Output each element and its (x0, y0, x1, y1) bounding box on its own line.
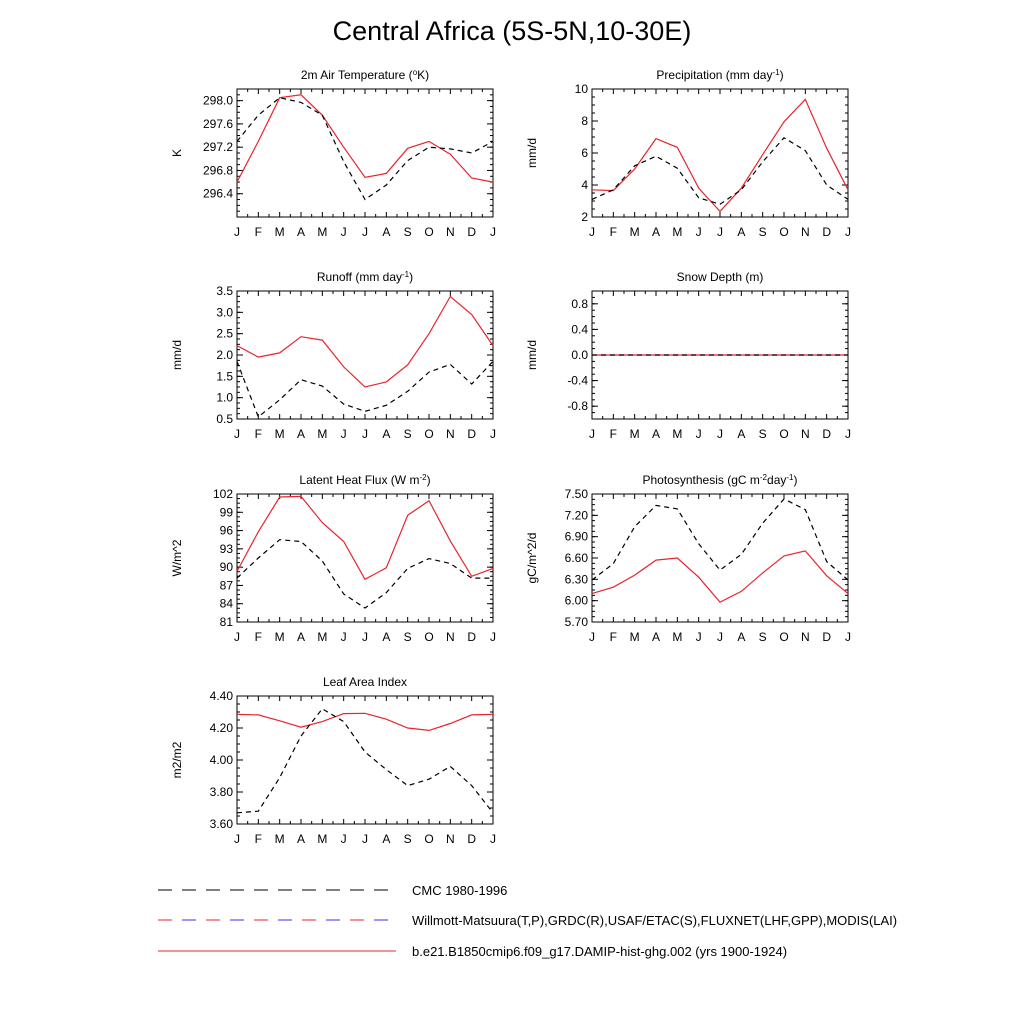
chart-panel-7 (170, 675, 496, 846)
x-tick-label: J (845, 427, 851, 441)
x-tick-label: D (822, 427, 832, 441)
x-tick-label: O (424, 630, 434, 644)
y-tick-label: 6.90 (564, 529, 588, 544)
y-tick-label: 1.0 (216, 390, 233, 405)
legend-cmc-label: CMC 1980-1996 (412, 883, 508, 898)
x-tick-label: J (234, 225, 240, 239)
x-tick-label: M (317, 427, 328, 441)
y-tick-label: 4.40 (209, 689, 233, 703)
y-tick-label: 2.0 (216, 348, 233, 362)
series-line-model (237, 297, 493, 388)
x-tick-label: J (717, 427, 723, 441)
x-tick-label: S (403, 225, 412, 239)
plot-frame (592, 494, 848, 622)
y-axis-label: mm/d (525, 138, 539, 168)
y-axis-label: gC/m^2/d (525, 532, 539, 584)
panel-title: Latent Heat Flux (W $m^{-2}$) (299, 472, 431, 487)
x-tick-label: S (758, 630, 767, 644)
x-tick-label: J (362, 225, 368, 239)
x-tick-label: A (737, 630, 746, 644)
x-tick-label: J (490, 427, 496, 441)
main-title: Central Africa (5S-5N,10-30E) (332, 16, 692, 46)
plot-frame (237, 89, 493, 217)
x-tick-label: F (254, 225, 263, 239)
x-tick-label: J (490, 832, 496, 846)
x-tick-label: J (362, 427, 368, 441)
x-tick-label: M (672, 427, 683, 441)
y-tick-label: 0.0 (571, 348, 588, 362)
x-tick-label: S (758, 427, 767, 441)
y-tick-label: 0.4 (571, 322, 588, 337)
x-tick-label: O (424, 832, 434, 846)
series-line-cmc (592, 138, 848, 204)
y-tick-label: 6.00 (564, 593, 588, 608)
x-tick-label: J (362, 832, 368, 846)
x-tick-label: J (340, 630, 347, 644)
x-tick-label: J (717, 630, 723, 644)
y-tick-label: 297.6 (202, 116, 233, 131)
x-tick-label: D (822, 630, 832, 644)
x-tick-label: A (382, 832, 391, 846)
x-tick-label: M (629, 427, 640, 441)
x-tick-label: N (445, 832, 455, 846)
x-tick-label: A (651, 427, 661, 441)
x-tick-label: F (254, 832, 263, 846)
chart-panel-2 (525, 68, 851, 240)
y-tick-label: 3.60 (209, 817, 233, 831)
x-tick-label: D (467, 427, 477, 441)
y-tick-label: 3.80 (209, 785, 233, 799)
y-tick-label: 7.50 (564, 487, 588, 501)
x-tick-label: J (589, 225, 595, 239)
x-tick-label: J (695, 225, 702, 239)
x-tick-label: A (651, 225, 661, 239)
x-tick-label: M (672, 225, 683, 239)
series-line-model (237, 713, 493, 730)
x-tick-label: M (274, 225, 285, 239)
y-tick-label: 2.5 (216, 326, 233, 341)
y-tick-label: 1.5 (216, 369, 233, 384)
x-tick-label: N (445, 427, 455, 441)
series-line-cmc (592, 499, 848, 580)
x-tick-label: D (822, 225, 832, 239)
y-tick-label: 2 (581, 210, 588, 224)
x-tick-label: D (467, 832, 477, 846)
y-tick-label: 0.8 (571, 296, 588, 311)
x-tick-label: A (737, 225, 746, 239)
x-tick-label: N (800, 630, 810, 644)
series-line-cmc (237, 540, 493, 608)
plot-frame (237, 291, 493, 419)
y-tick-label: 296.8 (202, 163, 233, 178)
x-tick-label: J (717, 225, 723, 239)
x-tick-label: A (737, 427, 746, 441)
panel-title: Snow Depth (m) (676, 270, 764, 284)
x-tick-label: A (382, 630, 391, 644)
x-tick-label: J (695, 630, 702, 644)
x-tick-label: M (629, 630, 640, 644)
y-tick-label: 6.60 (564, 551, 588, 565)
x-tick-label: M (274, 630, 285, 644)
panel-title: 2m Air Temperature ($^o$K) (300, 67, 430, 82)
x-tick-label: M (274, 832, 285, 846)
x-tick-label: O (779, 225, 789, 239)
panel-title: Photosynthesis (gC $m^{-2}day^{-1}$) (642, 472, 798, 487)
x-tick-label: O (424, 225, 434, 239)
x-tick-label: S (403, 630, 412, 644)
series-line-cmc (237, 98, 493, 200)
y-tick-label: 3.0 (216, 305, 233, 320)
x-tick-label: A (296, 832, 306, 846)
panel-title: Precipitation (mm day$^{-1}$) (656, 67, 784, 82)
x-tick-label: M (629, 225, 640, 239)
chart-panel-3 (170, 270, 496, 442)
x-tick-label: M (317, 832, 328, 846)
chart-panel-5 (170, 473, 496, 645)
x-tick-label: N (800, 427, 810, 441)
x-tick-label: S (403, 427, 412, 441)
chart-panel-4 (525, 270, 851, 441)
plot-frame (237, 696, 493, 824)
x-tick-label: O (424, 427, 434, 441)
panel-title: Leaf Area Index (322, 675, 408, 689)
x-tick-label: A (382, 225, 391, 239)
y-tick-label: -0.4 (567, 373, 588, 388)
x-tick-label: F (609, 427, 618, 441)
y-tick-label: 4.00 (209, 753, 233, 767)
x-tick-label: N (445, 630, 455, 644)
series-line-model (237, 95, 493, 182)
y-tick-label: 5.70 (564, 615, 588, 629)
y-axis-label: m2/m2 (170, 741, 184, 779)
y-tick-label: 99 (219, 505, 233, 520)
x-tick-label: M (317, 630, 328, 644)
x-tick-label: F (254, 630, 263, 644)
x-tick-label: A (296, 630, 306, 644)
y-tick-label: 296.4 (202, 186, 233, 201)
y-tick-label: 84 (219, 596, 233, 611)
x-tick-label: N (800, 225, 810, 239)
y-tick-label: 6 (581, 146, 588, 160)
y-tick-label: 90 (219, 560, 233, 575)
x-tick-label: J (845, 225, 851, 239)
plot-frame (237, 494, 493, 622)
y-tick-label: 81 (219, 615, 233, 629)
y-tick-label: 96 (219, 523, 233, 538)
x-tick-label: D (467, 630, 477, 644)
x-tick-label: J (340, 427, 347, 441)
y-axis-label: mm/d (170, 340, 184, 370)
y-tick-label: -0.8 (567, 399, 588, 414)
y-tick-label: 102 (212, 487, 233, 501)
y-tick-label: 4.20 (209, 721, 233, 735)
x-tick-label: J (695, 427, 702, 441)
x-tick-label: J (234, 630, 240, 644)
series-line-cmc (237, 361, 493, 417)
y-tick-label: 87 (219, 578, 233, 593)
series-line-cmc (237, 709, 493, 813)
x-tick-label: O (779, 630, 789, 644)
legend-obs-label: Willmott-Matsuura(T,P),GRDC(R),USAF/ETAC(S),FLUXNET(LHF,GPP),MODIS(LAI) (412, 913, 898, 928)
x-tick-label: F (609, 630, 618, 644)
series-line-model (592, 99, 848, 211)
x-tick-label: J (589, 630, 595, 644)
y-axis-label: mm/d (525, 340, 539, 370)
x-tick-label: J (340, 225, 347, 239)
y-tick-label: 297.2 (202, 140, 233, 155)
y-axis-label: K (170, 148, 184, 158)
x-tick-label: J (490, 225, 496, 239)
x-tick-label: J (490, 630, 496, 644)
x-tick-label: J (845, 630, 851, 644)
x-tick-label: J (234, 832, 240, 846)
x-tick-label: J (234, 427, 240, 441)
x-tick-label: A (382, 427, 391, 441)
y-tick-label: 7.20 (564, 508, 588, 523)
y-tick-label: 8 (581, 114, 588, 128)
x-tick-label: J (589, 427, 595, 441)
y-tick-label: 10 (574, 82, 588, 96)
chart-panel-1 (170, 68, 496, 240)
x-tick-label: J (362, 630, 368, 644)
x-tick-label: M (274, 427, 285, 441)
y-tick-label: 93 (219, 541, 233, 556)
chart-panel-6 (525, 473, 851, 645)
x-tick-label: O (779, 427, 789, 441)
series-line-model (592, 551, 848, 602)
panel-title: Runoff (mm day$^{-1}$) (316, 269, 414, 284)
legend-model-label: b.e21.B1850cmip6.f09_g17.DAMIP-hist-ghg.002 (yrs 1900-1924) (412, 944, 788, 959)
x-tick-label: F (609, 225, 618, 239)
x-tick-label: M (672, 630, 683, 644)
x-tick-label: N (445, 225, 455, 239)
x-tick-label: D (467, 225, 477, 239)
y-tick-label: 6.30 (564, 572, 588, 587)
x-tick-label: S (403, 832, 412, 846)
y-tick-label: 0.5 (216, 412, 233, 426)
y-tick-label: 4 (581, 178, 588, 192)
x-tick-label: F (254, 427, 263, 441)
x-tick-label: M (317, 225, 328, 239)
x-tick-label: A (296, 427, 306, 441)
y-tick-label: 3.5 (216, 284, 233, 298)
x-tick-label: J (340, 832, 347, 846)
y-axis-label: W/m^2 (170, 539, 184, 577)
x-tick-label: A (651, 630, 661, 644)
x-tick-label: S (758, 225, 767, 239)
y-tick-label: 298.0 (202, 93, 233, 108)
x-tick-label: A (296, 225, 306, 239)
